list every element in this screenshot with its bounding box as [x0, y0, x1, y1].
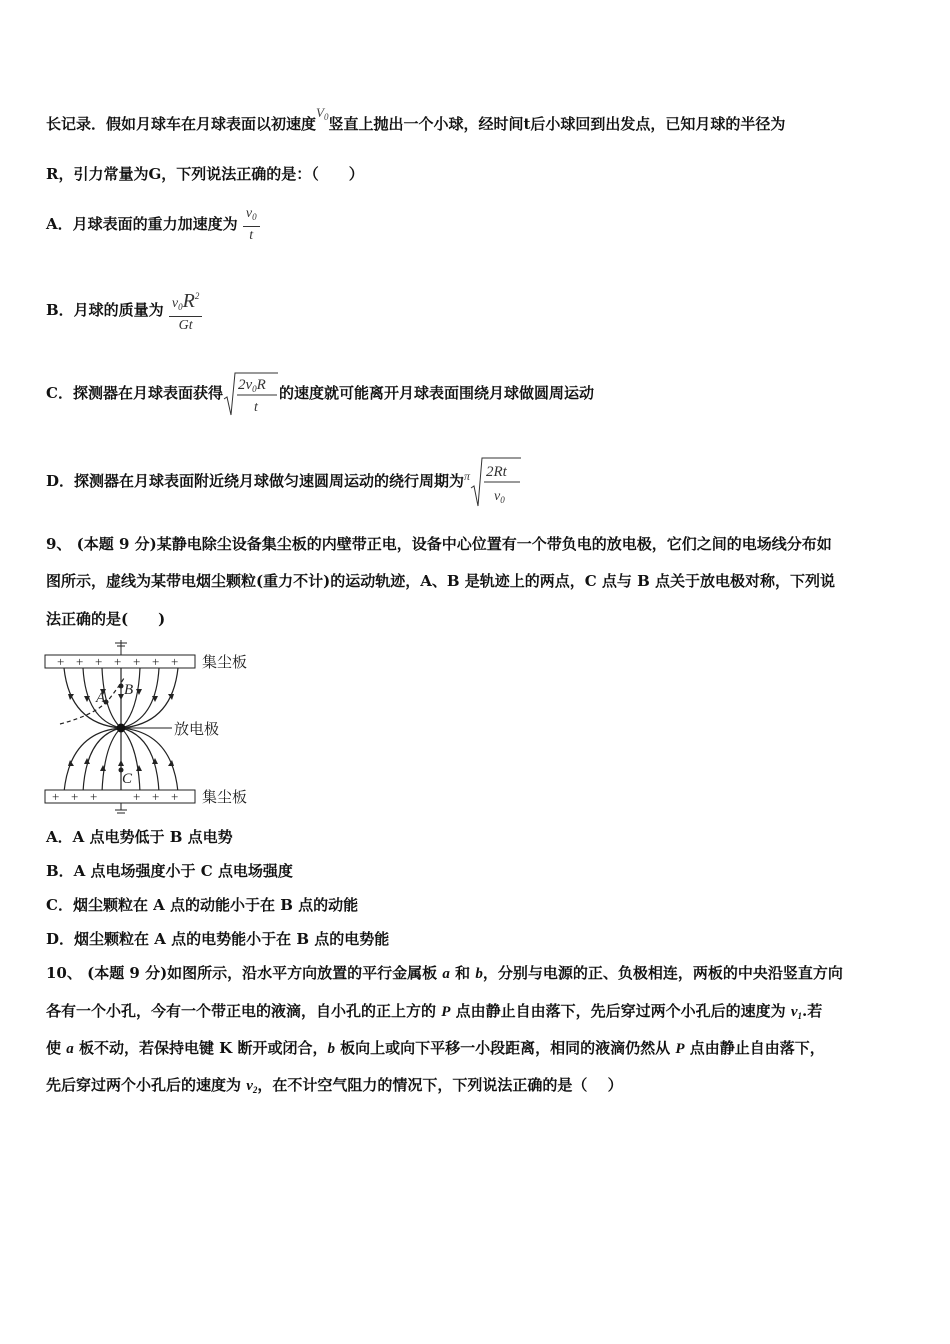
fraction-v0-over-t: $\frac{v_0}{t}$ — [243, 205, 260, 245]
option-b-label: B．月球的质量为 — [46, 301, 164, 319]
stem-text: 长记录．假如月球车在月球表面以初速度 — [46, 115, 317, 133]
option-c-label: C．探测器在月球表面获得 — [46, 384, 223, 402]
discharge-electrode — [117, 724, 126, 733]
t-symbol: t — [523, 115, 531, 133]
q9-option-a: A．A 点电势低于 B 点电势 — [46, 828, 233, 846]
q9-stem-line3: 法正确的是( ) — [46, 610, 166, 628]
option-c-tail: 的速度就可能离开月球表面围绕月球做圆周运动 — [278, 384, 594, 402]
point-b-label: B — [124, 682, 134, 698]
svg-text:+: + — [95, 654, 103, 669]
option-a-label: A．月球表面的重力加速度为 — [46, 215, 238, 233]
svg-text:+: + — [133, 789, 141, 804]
electrostatic-precipitator-figure — [40, 640, 270, 820]
ground-symbol-bottom — [115, 803, 127, 813]
svg-text:+: + — [57, 654, 65, 669]
ground-symbol-top — [115, 640, 127, 655]
top-plate-label: 集尘板 — [202, 653, 248, 671]
svg-text:+: + — [76, 654, 84, 669]
q9-option-d: D．烟尘颗粒在 A 点的电势能小于在 B 点的电势能 — [46, 930, 390, 948]
q9-stem-line2: 图所示，虚线为某带电烟尘颗粒(重力不计)的运动轨迹，A、B 是轨迹上的两点，C 点与 B 点关于放电极对称，下列说 — [46, 572, 836, 590]
svg-text:+: + — [90, 789, 98, 804]
point-a-label: A — [96, 690, 106, 706]
q9-option-b: B．A 点电场强度小于 C 点电场强度 — [46, 862, 293, 880]
q8-option-b — [46, 285, 202, 335]
particle-trajectory — [60, 678, 124, 724]
option-d-label: D．探测器在月球表面附近绕月球做匀速圆周运动的绕行周期为 — [46, 472, 465, 490]
svg-text:+: + — [171, 789, 179, 804]
sqrt-escape-velocity — [223, 369, 279, 420]
q8-option-c — [46, 368, 594, 419]
q8-stem-line1 — [46, 105, 786, 140]
v0-symbol: $V_0$ — [316, 105, 329, 122]
sqrt-period — [470, 454, 522, 511]
svg-text:+: + — [171, 654, 179, 669]
stem-text: 后小球回到出发点，已知月球的半径为 — [530, 115, 786, 133]
q10-stem-line2: 各有一个小孔，今有一个带正电的液滴，自小孔的正上方的 P 点由静止自由落下，先后穿过两个小孔后的速度为 $v_1$.若 — [46, 1002, 823, 1021]
q9-stem-line1: 9、 (本题 9 分)某静电除尘设备集尘板的内壁带正电，设备中心位置有一个带负电的放电极，它们之间的电场线分布如 — [46, 535, 832, 553]
q9-option-c: C．烟尘颗粒在 A 点的动能小于在 B 点的动能 — [46, 896, 359, 914]
q10-stem-line1: 10、 (本题 9 分)如图所示，沿水平方向放置的平行金属板 a 和 b，分别与电源的正、负极相连，两板的中央沿竖直方向 — [46, 964, 843, 982]
svg-text:2Rt: 2Rt — [486, 464, 507, 481]
svg-text:+: + — [114, 654, 122, 669]
pi-symbol: π — [464, 469, 471, 483]
svg-text:t: t — [253, 400, 258, 416]
q8-option-d — [46, 453, 522, 510]
q10-stem-line4: 先后穿过两个小孔后的速度为 $v_2$，在不计空气阻力的情况下，下列说法正确的是（ ） — [46, 1076, 623, 1095]
point-c-label: C — [122, 771, 133, 787]
q10-stem-line3: 使 a 板不动，若保持电键 K 断开或闭合，b 板向上或向下平移一小段距离，相同的液滴仍然从 P 点由静止自由落下， — [46, 1039, 825, 1057]
point-b-dot — [119, 684, 124, 689]
fraction-mass: $\frac{v_0R^2}{Gt}$ — [169, 287, 202, 335]
svg-text:+: + — [133, 654, 141, 669]
svg-text:+: + — [152, 789, 160, 804]
svg-text:v0: $v_0$ — [494, 489, 505, 506]
bottom-plate-label: 集尘板 — [202, 788, 248, 806]
q8-stem-line2: R，引力常量为G，下列说法正确的是：（ ） — [46, 165, 364, 183]
svg-text:+: + — [152, 654, 160, 669]
svg-text:+: + — [71, 789, 79, 804]
svg-text:2v0R: $2v_0R$ — [237, 377, 266, 395]
stem-text: 竖直上抛出一个小球，经时间 — [328, 115, 524, 133]
q8-option-a — [46, 202, 260, 246]
svg-text:+: + — [52, 789, 60, 804]
electrode-label: 放电极 — [174, 720, 220, 738]
